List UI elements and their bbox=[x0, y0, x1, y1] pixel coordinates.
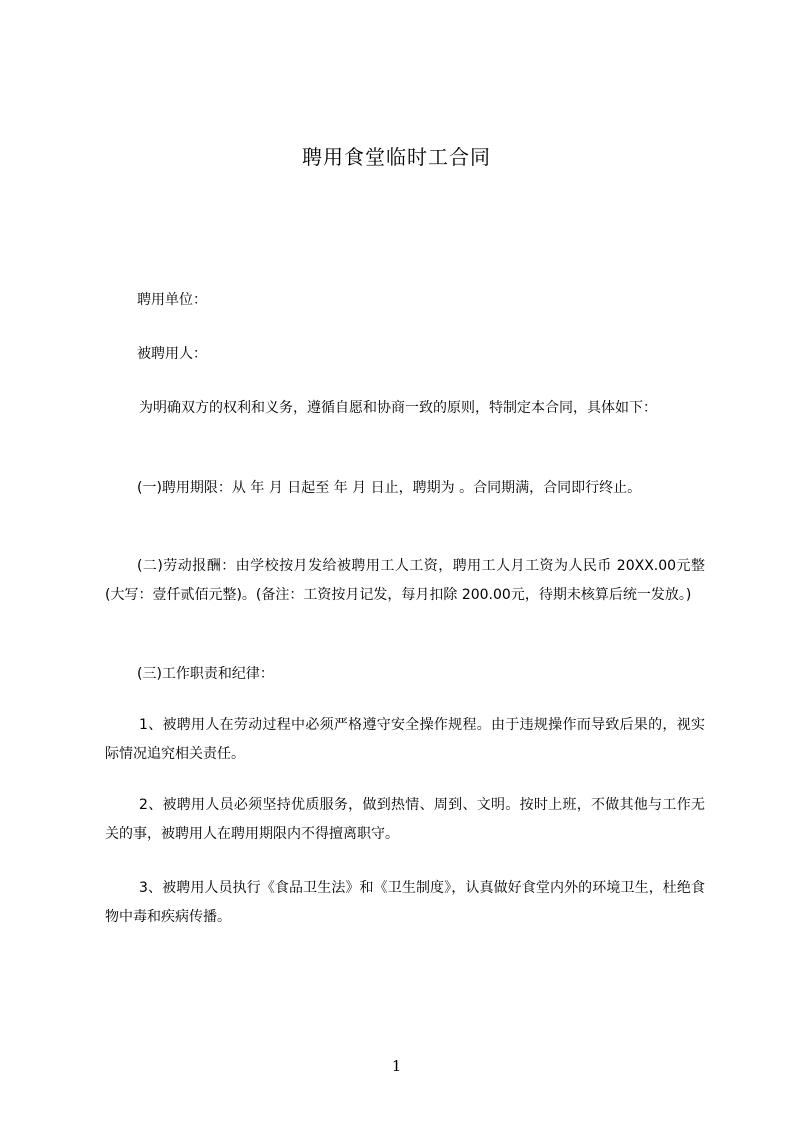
employer-field: 聘用单位： bbox=[137, 292, 207, 308]
contract-purpose-paragraph: 为明确双方的权利和义务，遵循自愿和协商一致的原则，特制定本合同，具体如下： bbox=[139, 400, 657, 416]
compensation-paragraph: (二)劳动报酬：由学校按月发给被聘用工人工资，聘用工人月工资为人民币 20XX.00元整(大写：壹仟贰佰元整)。(备注：工资按月记发，每月扣除 200.00元，待期未核算后统一发放。) bbox=[105, 558, 705, 603]
page-number: 1 bbox=[391, 1057, 402, 1075]
document-title: 聘用食堂临时工合同 bbox=[302, 145, 491, 169]
duties-heading: (三)工作职责和纪律： bbox=[137, 666, 274, 682]
duty-item-1: 1、被聘用人在劳动过程中必须严格遵守安全操作规程。由于违规操作而导致后果的，视实际情况追究相关责任。 bbox=[105, 717, 705, 762]
employment-term-paragraph: (一)聘用期限：从 年 月 日起至 年 月 日止，聘期为 。合同期满，合同即行终止。 bbox=[137, 480, 642, 496]
duty-item-3: 3、被聘用人员执行《食品卫生法》和《卫生制度》，认真做好食堂内外的环境卫生，杜绝食物中毒和疾病传播。 bbox=[105, 880, 705, 925]
duty-item-2: 2、被聘用人员必须坚持优质服务，做到热情、周到、文明。按时上班，不做其他与工作无关的事，被聘用人在聘用期限内不得擅离职守。 bbox=[105, 797, 705, 842]
employee-field: 被聘用人： bbox=[137, 346, 207, 362]
